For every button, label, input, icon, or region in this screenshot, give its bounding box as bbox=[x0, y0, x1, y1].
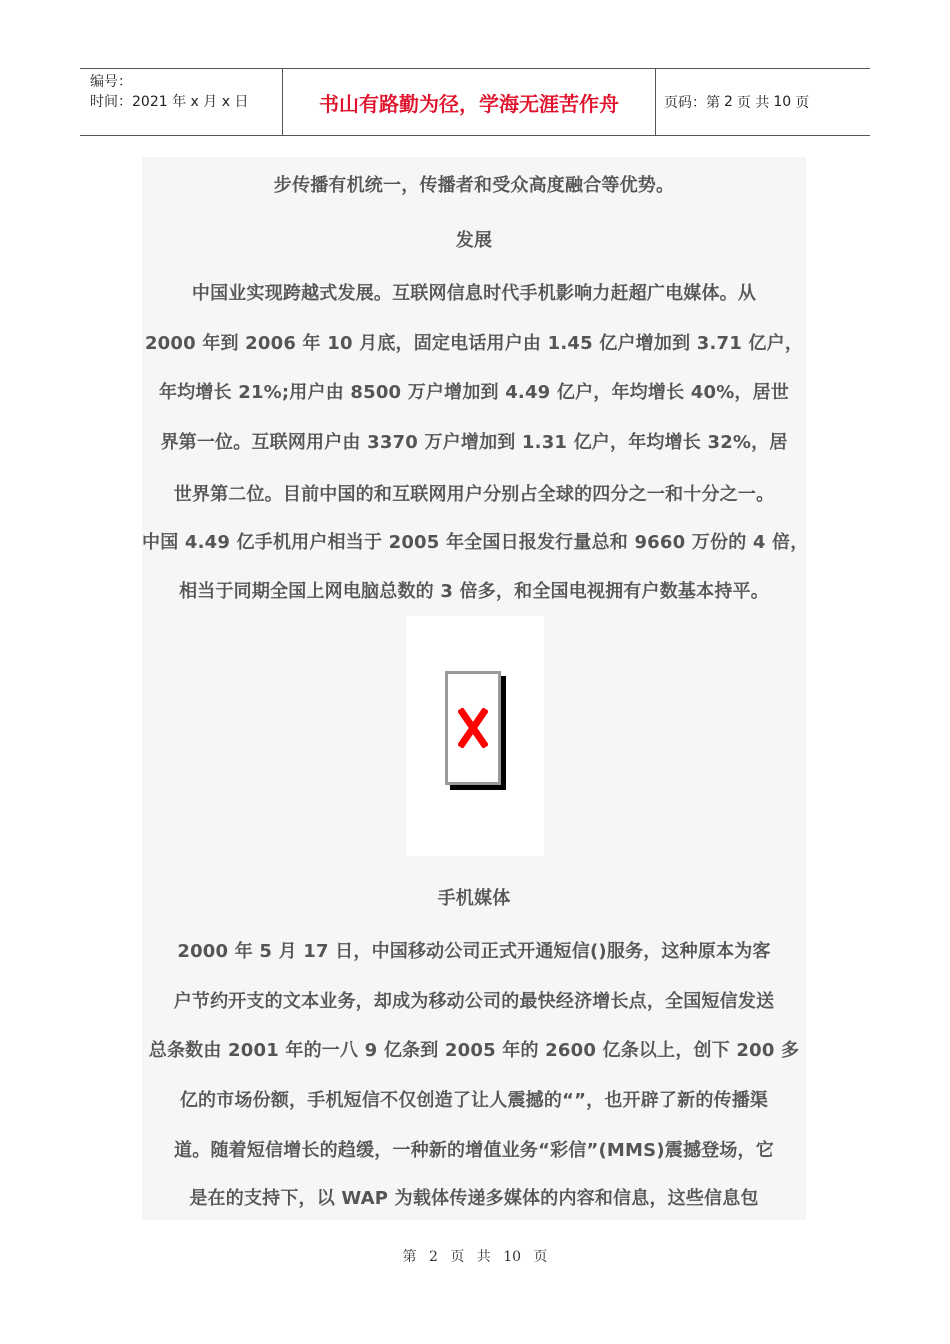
text-line: 步传播有机统一，传播者和受众高度融合等优势。 bbox=[273, 175, 675, 196]
text-line: 世界第二位。目前中国的和互联网用户分别占全球的四分之一和十分之一。 bbox=[173, 484, 775, 505]
text-line: 亿的市场份额，手机短信不仅创造了让人震撼的“”，也开辟了新的传播渠 bbox=[179, 1090, 769, 1111]
footer-word: 第 bbox=[402, 1249, 417, 1265]
text-line: 相当于同期全国上网电脑总数的 3 倍多，和全国电视拥有户数基本持平。 bbox=[179, 581, 769, 602]
header-meta bbox=[80, 69, 282, 135]
page-end: 页 bbox=[795, 95, 810, 111]
text-line: 户节约开支的文本业务，却成为移动公司的最快经济增长点，全国短信发送 bbox=[173, 991, 775, 1012]
header-page-indicator bbox=[656, 69, 870, 135]
page-current: 2 bbox=[724, 94, 733, 110]
document-body bbox=[142, 157, 809, 1220]
text-line: 2000 年到 2006 年 10 月底，固定电话用户由 1.45 亿户增加到 3.71 亿户， bbox=[144, 333, 804, 354]
text-line: 界第一位。互联网用户由 3370 万户增加到 1.31 亿户，年均增长 32%，居 bbox=[160, 432, 788, 453]
footer-word: 页 bbox=[533, 1249, 548, 1265]
section-heading-mobile-media: 手机媒体 bbox=[437, 888, 511, 909]
section-heading-development: 发展 bbox=[455, 230, 493, 251]
page-label: 页码：第 bbox=[664, 95, 720, 111]
red-x-icon bbox=[458, 708, 488, 748]
broken-image-icon bbox=[445, 671, 501, 785]
page-total: 10 bbox=[773, 94, 792, 110]
doc-date-label: 时间：2021 年 x 月 x 日 bbox=[90, 94, 249, 110]
footer-word: 共 bbox=[476, 1249, 491, 1265]
text-line: 是在的支持下，以 WAP 为载体传递多媒体的内容和信息，这些信息包 bbox=[189, 1188, 759, 1209]
page-header bbox=[80, 68, 870, 136]
image-placeholder bbox=[406, 616, 544, 856]
footer-total-pages: 10 bbox=[503, 1249, 522, 1265]
text-line: 2000 年 5 月 17 日，中国移动公司正式开通短信()服务，这种原本为客 bbox=[177, 941, 771, 962]
footer-current-page: 2 bbox=[428, 1249, 438, 1265]
footer-word: 页 bbox=[450, 1249, 465, 1265]
text-line: 年均增长 21%;用户由 8500 万户增加到 4.49 亿户，年均增长 40%，居世 bbox=[158, 382, 790, 403]
page-footer bbox=[0, 1246, 950, 1266]
doc-number-label: 编号： bbox=[90, 74, 132, 90]
text-line: 中国业实现跨越式发展。互联网信息时代手机影响力赶超广电媒体。从 bbox=[191, 283, 757, 304]
page-mid: 页 共 bbox=[736, 95, 770, 111]
header-motto: 书山有路勤为径，学海无涯苦作舟 bbox=[282, 69, 656, 135]
text-line: 中国 4.49 亿手机用户相当于 2005 年全国日报发行量总和 9660 万份的 4 倍， bbox=[142, 532, 809, 553]
text-line: 总条数由 2001 年的一八 9 亿条到 2005 年的 2600 亿条以上，创下 200 多 bbox=[148, 1040, 800, 1061]
text-line: 道。随着短信增长的趋缓，一种新的增值业务“彩信”(MMS)震撼登场，它 bbox=[174, 1140, 774, 1161]
